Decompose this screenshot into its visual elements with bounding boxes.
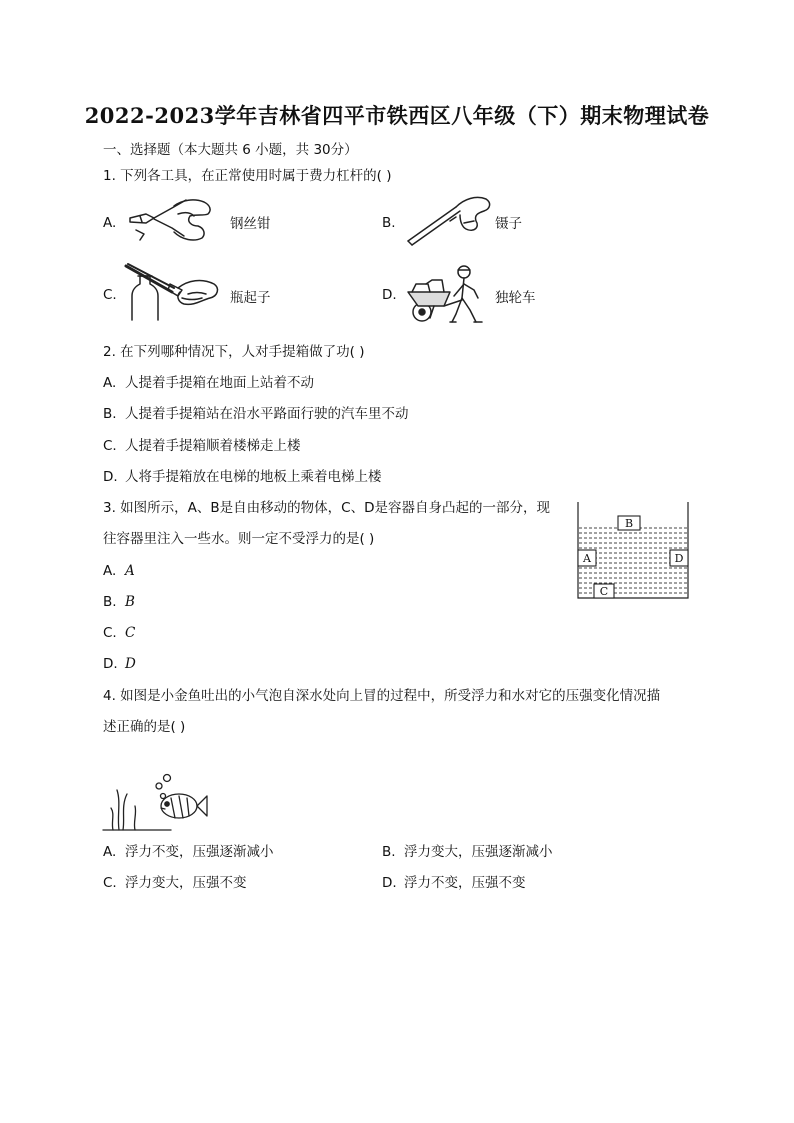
question-3-stem-line2: 往容器里注入一些水。则一定不受浮力的是( ) [103, 531, 375, 547]
q2-option-d: D. 人将手提箱放在电梯的地板上乘着电梯上楼 [103, 469, 382, 485]
page-title: 2022-2023学年吉林省四平市铁西区八年级（下）期末物理试卷 [84, 103, 710, 128]
q3-option-a: A. A [103, 563, 135, 579]
q4-option-a: A. 浮力不变，压强逐渐减小 [103, 844, 274, 860]
goldfish-icon [101, 772, 211, 834]
q1-option-a-letter: A. [103, 215, 117, 231]
figure-label-d: D [674, 552, 684, 565]
bottle-opener-icon [122, 262, 227, 322]
pliers-icon [124, 196, 219, 248]
q1-option-a-caption: 钢丝钳 [230, 216, 271, 232]
wheelbarrow-icon [404, 262, 494, 326]
q1-option-d-letter: D. [382, 287, 397, 303]
q1-option-b-letter: B. [382, 215, 396, 231]
figure-label-c: C [599, 585, 609, 598]
q2-option-a: A. 人提着手提箱在地面上站着不动 [103, 375, 314, 391]
q3-option-d: D. D [103, 656, 136, 672]
q1-option-d-caption: 独轮车 [495, 290, 536, 306]
q3-option-b: B. B [103, 594, 135, 610]
question-4-stem-line2: 述正确的是( ) [103, 719, 186, 735]
section-heading: 一、选择题（本大题共 6 小题，共 30分） [103, 142, 358, 158]
question-2-stem: 2. 在下列哪种情况下，人对手提箱做了功( ) [103, 344, 365, 360]
q4-option-c: C. 浮力变大，压强不变 [103, 875, 247, 891]
q2-option-c: C. 人提着手提箱顺着楼梯走上楼 [103, 438, 301, 454]
q3-option-c: C. C [103, 625, 136, 641]
question-4-stem-line1: 4. 如图是小金鱼吐出的小气泡自深水处向上冒的过程中，所受浮力和水对它的压强变化情况描 [103, 688, 661, 704]
tweezers-icon [404, 193, 494, 249]
question-1-stem: 1. 下列各工具，在正常使用时属于费力杠杆的( ) [103, 168, 392, 184]
q4-option-b: B. 浮力变大，压强逐渐减小 [382, 844, 553, 860]
q1-option-c-letter: C. [103, 287, 117, 303]
container-figure [576, 502, 692, 602]
figure-label-b: B [624, 517, 634, 530]
q1-option-c-caption: 瓶起子 [230, 290, 271, 306]
question-3-stem-line1: 3. 如图所示，A、B是自由移动的物体，C、D是容器自身凸起的一部分，现 [103, 500, 550, 516]
figure-label-a: A [583, 552, 591, 565]
q1-option-b-caption: 镊子 [495, 216, 522, 232]
q4-option-d: D. 浮力不变，压强不变 [382, 875, 526, 891]
q2-option-b: B. 人提着手提箱站在沿水平路面行驶的汽车里不动 [103, 406, 409, 422]
